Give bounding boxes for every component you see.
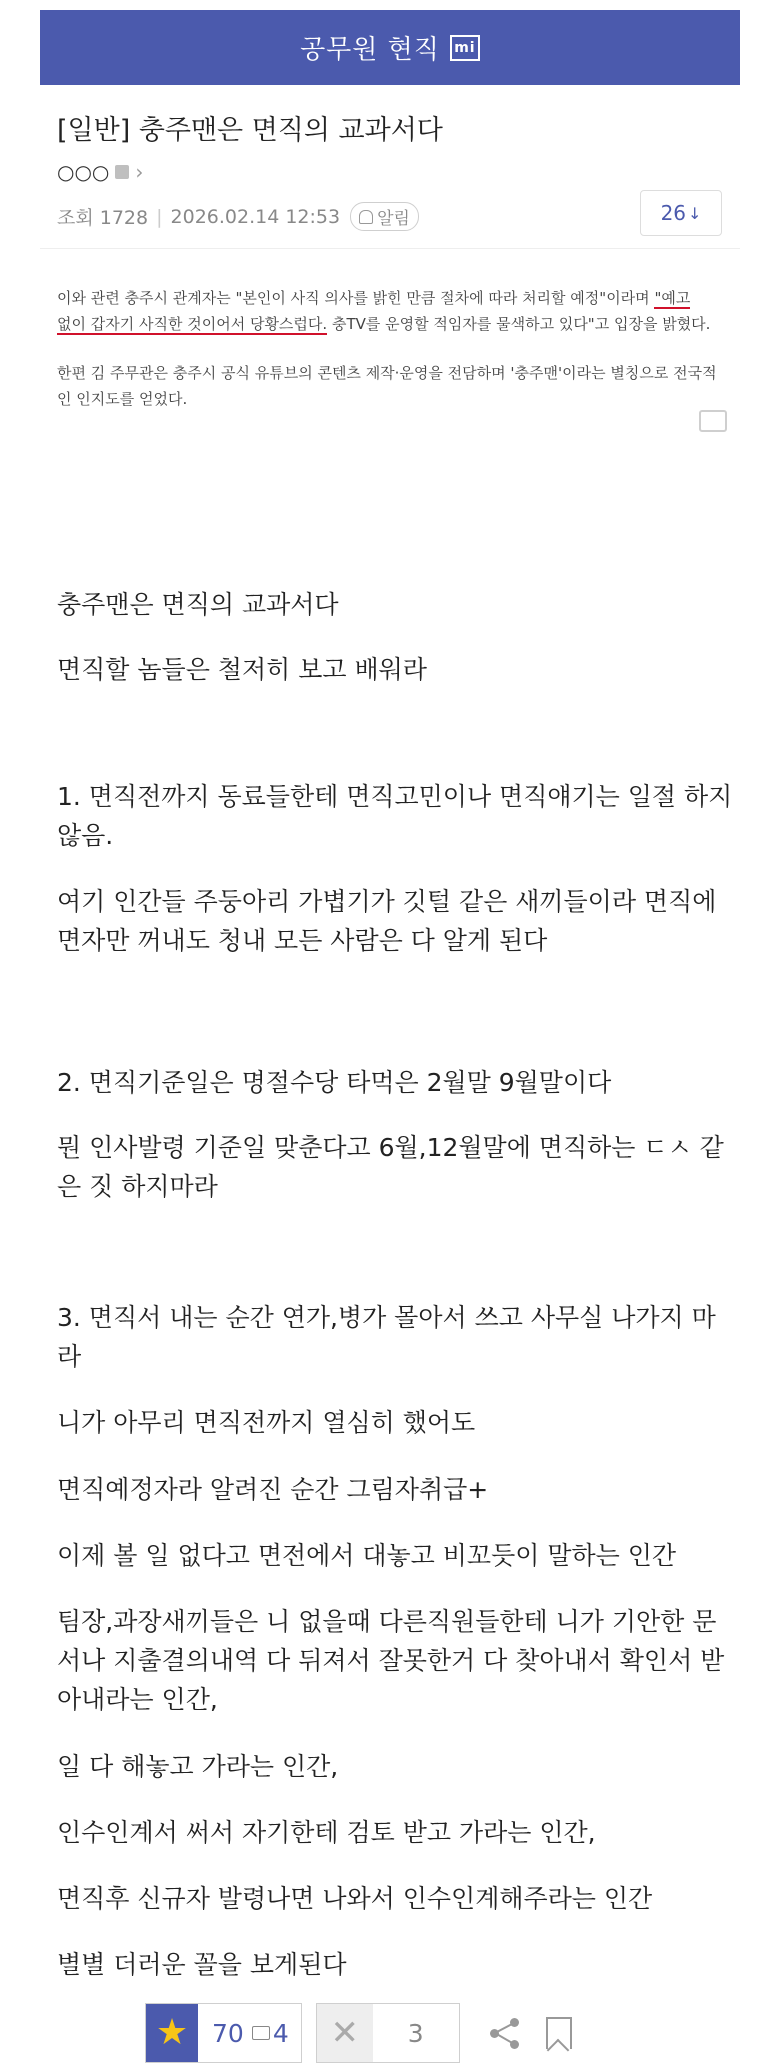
body-line: 일 다 해놓고 가라는 인간, xyxy=(57,1752,339,1781)
board-title: 공무원 현직 xyxy=(300,35,440,65)
author-name[interactable]: ○○○ xyxy=(57,160,110,184)
body-line: 인수인계서 써서 자기한테 검토 받고 가라는 인간, xyxy=(57,1818,596,1847)
board-logo-icon: mi xyxy=(450,35,480,61)
divider xyxy=(40,248,740,249)
arrow-down-icon: ↓ xyxy=(688,203,702,223)
post-meta xyxy=(57,202,419,231)
comment-bubble-icon xyxy=(699,410,727,432)
body-line: 팀장,과장새끼들은 니 없을때 다른직원들한테 니가 기안한 문서나 지출결의내역 다 뒤져서 잘못한거 다 찾아내서 확인서 받아내라는 인간, xyxy=(57,1607,725,1714)
dislike-button[interactable] xyxy=(317,2004,373,2062)
body-line: 면직예정자라 알려진 순간 그림자취급+ xyxy=(57,1475,489,1504)
news-text: 충TV를 운영할 적임자를 물색하고 있다"고 입장을 밝혔다. xyxy=(327,315,711,334)
bell-icon xyxy=(359,210,373,224)
body-line: 니가 아무리 면직전까지 열심히 했어도 xyxy=(57,1408,476,1437)
comment-icon xyxy=(252,2026,270,2040)
like-button[interactable] xyxy=(146,2004,198,2062)
news-underlined-text: 없이 갑자기 사직한 것이어서 당황스럽다. xyxy=(57,315,328,334)
post-date: 2026.02.14 12:53 xyxy=(170,205,341,228)
body-line: 충주맨은 면직의 교과서다 xyxy=(57,590,339,619)
bottom-comment-count: 4 xyxy=(272,2018,289,2048)
comment-jump-button[interactable] xyxy=(640,190,722,236)
star-icon: ★ xyxy=(155,2012,189,2053)
chevron-right-icon[interactable]: › xyxy=(135,160,144,184)
news-text: 이와 관련 충주시 관계자는 "본인이 사직 의사를 밝힌 만큼 절차에 따라 처리할 예정"이라며 xyxy=(57,289,655,307)
news-underlined-text: "예고 xyxy=(654,289,691,307)
comment-count-button[interactable] xyxy=(252,2019,301,2048)
bookmark-icon[interactable] xyxy=(546,2017,572,2049)
meta-divider: | xyxy=(156,205,163,228)
body-line: 이제 볼 일 없다고 면전에서 대놓고 비꼬듯이 말하는 인간 xyxy=(57,1541,677,1570)
dislike-group xyxy=(316,2003,460,2063)
alarm-button[interactable] xyxy=(350,202,419,231)
body-line: 2. 면직기준일은 명절수당 타먹은 2월말 9월말이다 xyxy=(57,1068,612,1097)
body-line: 면직후 신규자 발령나면 나와서 인수인계해주라는 인간 xyxy=(57,1884,653,1913)
dislike-count: 3 xyxy=(407,2018,424,2048)
like-group xyxy=(145,2003,302,2063)
news-excerpt-image xyxy=(57,285,727,434)
body-line: 뭔 인사발령 기준일 맞춘다고 6월,12월말에 면직하는 ㄷㅅ 같은 짓 하지마라 xyxy=(57,1133,724,1201)
body-line: 1. 면직전까지 동료들한테 면직고민이나 면직얘기는 일절 하지 않음. xyxy=(57,782,733,850)
comment-count: 26 xyxy=(660,201,687,225)
body-line: 여기 인간들 주둥아리 가볍기가 깃털 같은 새끼들이라 면직에 면자만 꺼내도 청내 모든 사람은 다 알게 된다 xyxy=(57,887,717,955)
body-line: 별별 더러운 꼴을 보게된다 xyxy=(57,1950,347,1979)
post-title: [일반] 충주맨은 면직의 교과서다 xyxy=(57,115,443,146)
like-count: 70 xyxy=(212,2018,244,2048)
bottom-action-bar xyxy=(145,2003,572,2063)
view-count: 조회 1728 xyxy=(57,207,149,229)
news-paragraph-2: 한편 김 주무관은 충주시 공식 유튜브의 콘텐츠 제작·운영을 전담하며 '충주맨'이라는 별칭으로 전국적인 인지도를 얻었다. xyxy=(57,363,717,408)
author-badge-icon xyxy=(115,165,129,179)
alarm-label: 알림 xyxy=(377,209,410,229)
body-line: 3. 면직서 내는 순간 연가,병가 몰아서 쓰고 사무실 나가지 마라 xyxy=(57,1303,716,1371)
close-icon: ✕ xyxy=(330,2013,359,2053)
board-header[interactable] xyxy=(40,10,740,85)
body-line: 면직할 놈들은 철저히 보고 배워라 xyxy=(57,655,427,684)
share-lines xyxy=(488,2016,522,2050)
author-row[interactable] xyxy=(57,160,143,184)
news-paragraph-1 xyxy=(57,285,727,338)
share-icon[interactable] xyxy=(488,2016,522,2050)
